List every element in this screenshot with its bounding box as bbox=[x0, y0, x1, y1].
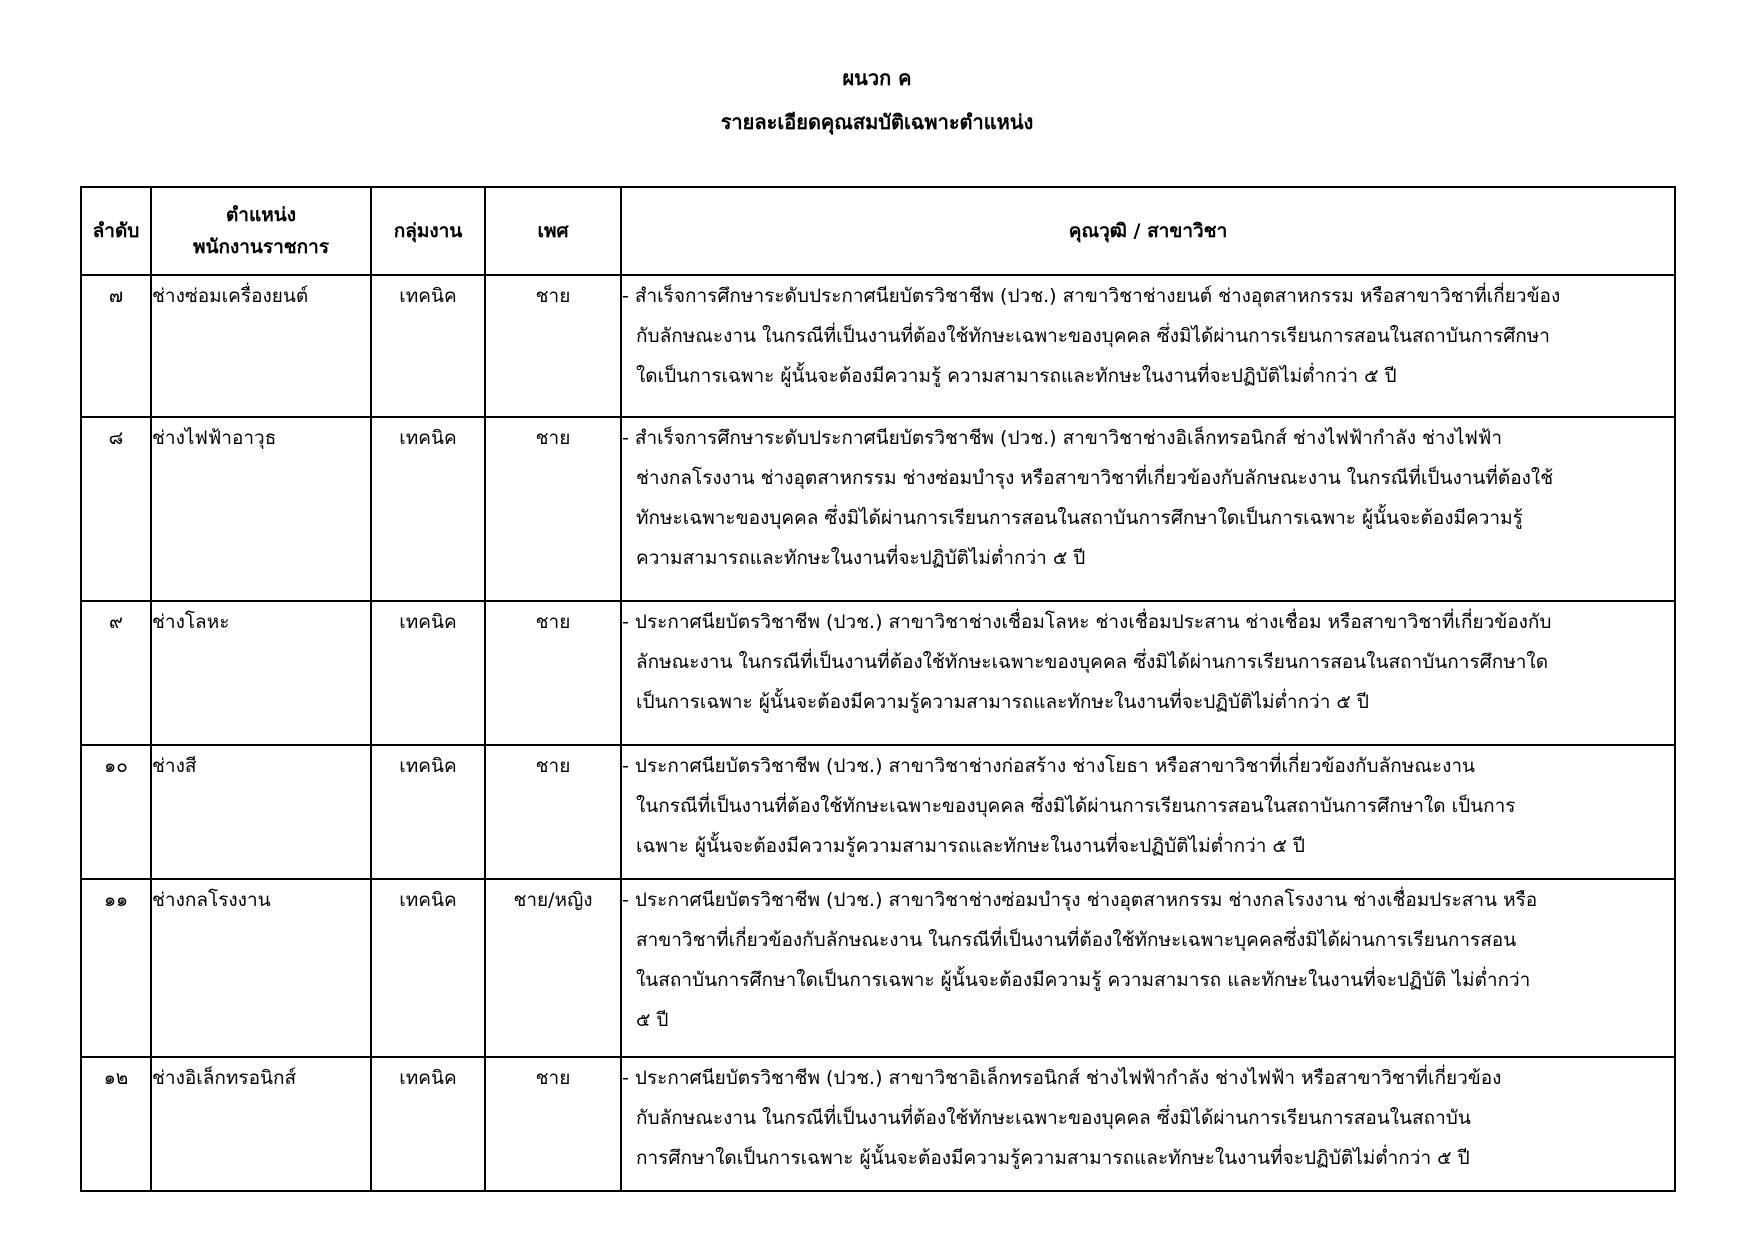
qualification-line: - สำเร็จการศึกษาระดับประกาศนียบัตรวิชาชีพ (ปวช.) สาขาวิชาช่างอิเล็กทรอนิกส์ ช่างไฟฟ้ากำลัง ช่างไฟฟ้า bbox=[622, 427, 1502, 449]
qualification-line: ในสถาบันการศึกษาใดเป็นการเฉพาะ ผู้นั้นจะต้องมีความรู้ ความสามารถ และทักษะในงานที่จะปฏิบัติ ไม่ต่ำกว่า bbox=[636, 969, 1531, 991]
cell-order: ๑๒ bbox=[81, 1057, 151, 1191]
cell-sex: ชาย bbox=[485, 417, 621, 601]
qualification-line: ทักษะเฉพาะของบุคคล ซึ่งมิได้ผ่านการเรียนการสอนในสถาบันการศึกษาใดเป็นการเฉพาะ ผู้นั้นจะต้องมีความรู้ bbox=[636, 507, 1523, 529]
qualification-line: - ประกาศนียบัตรวิชาชีพ (ปวช.) สาขาวิชาช่างก่อสร้าง ช่างโยธา หรือสาขาวิชาที่เกี่ยวข้องกับลักษณะงาน bbox=[622, 755, 1476, 777]
qualification-line: ช่างกลโรงงาน ช่างอุตสาหกรรม ช่างซ่อมบำรุง หรือสาขาวิชาที่เกี่ยวข้องกับลักษณะงาน ในกรณีที่เป็นงานที่ต้องใช้ bbox=[636, 467, 1554, 489]
header-position-line2: พนักงานราชการ bbox=[192, 236, 330, 258]
cell-order: ๑๐ bbox=[81, 745, 151, 879]
header-qualification: คุณวุฒิ / สาขาวิชา bbox=[621, 187, 1675, 275]
cell-group: เทคนิค bbox=[371, 879, 485, 1057]
cell-position: ช่างกลโรงงาน bbox=[151, 879, 371, 1057]
cell-group: เทคนิค bbox=[371, 601, 485, 745]
cell-order: ๘ bbox=[81, 417, 151, 601]
cell-group: เทคนิค bbox=[371, 275, 485, 417]
table-row bbox=[81, 417, 1675, 601]
cell-group: เทคนิค bbox=[371, 417, 485, 601]
cell-sex: ชาย bbox=[485, 601, 621, 745]
qualification-line: ลักษณะงาน ในกรณีที่เป็นงานที่ต้องใช้ทักษะเฉพาะของบุคคล ซึ่งมิได้ผ่านการเรียนการสอนในสถาบันการศึกษาใด bbox=[636, 651, 1549, 673]
cell-order: ๗ bbox=[81, 275, 151, 417]
header-position bbox=[151, 187, 371, 275]
cell-sex: ชาย/หญิง bbox=[485, 879, 621, 1057]
cell-order: ๙ bbox=[81, 601, 151, 745]
qualification-line: เฉพาะ ผู้นั้นจะต้องมีความรู้ความสามารถและทักษะในงานที่จะปฏิบัติไม่ต่ำกว่า ๕ ปี bbox=[636, 835, 1305, 857]
header-group: กลุ่มงาน bbox=[371, 187, 485, 275]
cell-qualification bbox=[621, 745, 1675, 879]
qualification-line: - ประกาศนียบัตรวิชาชีพ (ปวช.) สาขาวิชาช่างเชื่อมโลหะ ช่างเชื่อมประสาน ช่างเชื่อม หรือสาขาวิชาที่เกี่ยวข้องกับ bbox=[622, 611, 1552, 633]
cell-qualification bbox=[621, 417, 1675, 601]
qualification-line: กับลักษณะงาน ในกรณีที่เป็นงานที่ต้องใช้ทักษะเฉพาะของบุคคล ซึ่งมิได้ผ่านการเรียนการสอนในสถาบันการศึกษา bbox=[636, 325, 1550, 347]
annex-label: ผนวก ค bbox=[842, 66, 912, 90]
table-row bbox=[81, 1057, 1675, 1191]
header-position-line1: ตำแหน่ง bbox=[225, 204, 297, 226]
cell-position: ช่างโลหะ bbox=[151, 601, 371, 745]
cell-position: ช่างไฟฟ้าอาวุธ bbox=[151, 417, 371, 601]
qualification-line: - ประกาศนียบัตรวิชาชีพ (ปวช.) สาขาวิชาอิเล็กทรอนิกส์ ช่างไฟฟ้ากำลัง ช่างไฟฟ้า หรือสาขาวิชาที่เกี่ยวข้อง bbox=[622, 1067, 1502, 1089]
cell-sex: ชาย bbox=[485, 275, 621, 417]
qualification-line: - ประกาศนียบัตรวิชาชีพ (ปวช.) สาขาวิชาช่างซ่อมบำรุง ช่างอุตสาหกรรม ช่างกลโรงงาน ช่างเชื่อมประสาน หรือ bbox=[622, 889, 1538, 911]
qualification-line: สาขาวิชาที่เกี่ยวข้องกับลักษณะงาน ในกรณีที่เป็นงานที่ต้องใช้ทักษะเฉพาะบุคคลซึ่งมิได้ผ่านการเรียนการสอน bbox=[636, 929, 1517, 951]
cell-group: เทคนิค bbox=[371, 745, 485, 879]
table-row bbox=[81, 879, 1675, 1057]
cell-order: ๑๑ bbox=[81, 879, 151, 1057]
qualification-line: ความสามารถและทักษะในงานที่จะปฏิบัติไม่ต่ำกว่า ๕ ปี bbox=[636, 547, 1086, 569]
qualification-line: ในกรณีที่เป็นงานที่ต้องใช้ทักษะเฉพาะของบุคคล ซึ่งมิได้ผ่านการเรียนการสอนในสถาบันการศึกษาใด เป็นการ bbox=[636, 795, 1516, 817]
cell-qualification bbox=[621, 275, 1675, 417]
header-order: ลำดับ bbox=[81, 187, 151, 275]
cell-sex: ชาย bbox=[485, 1057, 621, 1191]
qualification-line: การศึกษาใดเป็นการเฉพาะ ผู้นั้นจะต้องมีความรู้ความสามารถและทักษะในงานที่จะปฏิบัติไม่ต่ำกว่า ๕ ปี bbox=[636, 1147, 1470, 1169]
page-title: รายละเอียดคุณสมบัติเฉพาะตำแหน่ง bbox=[720, 110, 1034, 134]
qualification-line: เป็นการเฉพาะ ผู้นั้นจะต้องมีความรู้ความสามารถและทักษะในงานที่จะปฏิบัติไม่ต่ำกว่า ๕ ปี bbox=[636, 691, 1369, 713]
qualification-line: ใดเป็นการเฉพาะ ผู้นั้นจะต้องมีความรู้ ความสามารถและทักษะในงานที่จะปฏิบัติไม่ต่ำกว่า ๕ ปี bbox=[636, 365, 1397, 387]
qualification-line: - สำเร็จการศึกษาระดับประกาศนียบัตรวิชาชีพ (ปวช.) สาขาวิชาช่างยนต์ ช่างอุตสาหกรรม หรือสาขาวิชาที่เกี่ยวข้อง bbox=[622, 285, 1561, 307]
cell-position: ช่างสี bbox=[151, 745, 371, 879]
cell-sex: ชาย bbox=[485, 745, 621, 879]
qualification-line: ๕ ปี bbox=[636, 1009, 669, 1031]
table-row bbox=[81, 745, 1675, 879]
cell-qualification bbox=[621, 1057, 1675, 1191]
header-sex: เพศ bbox=[485, 187, 621, 275]
cell-qualification bbox=[621, 879, 1675, 1057]
qualification-line: กับลักษณะงาน ในกรณีที่เป็นงานที่ต้องใช้ทักษะเฉพาะของบุคคล ซึ่งมิได้ผ่านการเรียนการสอนในสถาบัน bbox=[636, 1107, 1471, 1129]
cell-position: ช่างซ่อมเครื่องยนต์ bbox=[151, 275, 371, 417]
cell-group: เทคนิค bbox=[371, 1057, 485, 1191]
table-header-row bbox=[81, 187, 1675, 275]
table-row bbox=[81, 601, 1675, 745]
cell-position: ช่างอิเล็กทรอนิกส์ bbox=[151, 1057, 371, 1191]
cell-qualification bbox=[621, 601, 1675, 745]
table-row bbox=[81, 275, 1675, 417]
qualification-table bbox=[80, 186, 1676, 1192]
